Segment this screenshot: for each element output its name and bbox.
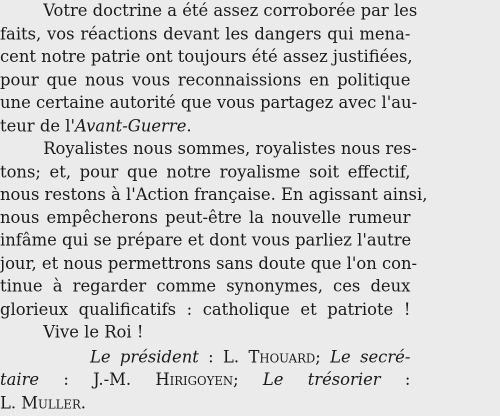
text-line: Votre doctrine a été assez corroborée par les xyxy=(43,1,418,21)
text-line xyxy=(0,115,410,138)
signature-block xyxy=(0,346,410,415)
treasurer-name: L. Muller xyxy=(0,393,81,413)
text-line: tinue à regarder comme synonymes, ces deux xyxy=(0,277,411,297)
signature-line-2: taire : J.-M. Hirigoyen; Le trésorier : xyxy=(0,370,411,390)
text-line: une certaine autorité que vous partagez avec l'au- xyxy=(0,93,418,113)
treasurer-label: Le trésorier xyxy=(262,370,381,390)
paragraph-1 xyxy=(0,0,418,138)
paragraph-2 xyxy=(0,138,428,322)
text-fragment: . xyxy=(186,116,192,136)
signature-line-1: Le président : L. Thouard; Le secré- xyxy=(90,347,411,367)
president-label: Le président xyxy=(90,347,199,367)
newspaper-title: Avant-Guerre xyxy=(74,116,187,136)
text-line: nous empêcherons peut-être la nouvelle rumeur xyxy=(0,208,411,228)
secretary-label-part1: Le secré- xyxy=(330,347,411,367)
text-line: Vive le Roi ! xyxy=(43,323,144,342)
signature-line-3: L. Muller. xyxy=(0,393,87,413)
text-line: cent notre patrie ont toujours été assez justifiées, xyxy=(0,47,413,67)
text-line: infâme qui se prépare et dont vous parliez l'autre xyxy=(0,231,412,251)
president-name: L. Thouard xyxy=(223,347,316,367)
text-line: nous restons à l'Action française. En agissant ainsi, xyxy=(0,185,428,205)
text-line: glorieux qualificatifs : catholique et patriote ! xyxy=(0,300,411,320)
text-line: faits, vos réactions devant les dangers qui mena- xyxy=(0,24,411,44)
secretary-name: J.-M. Hirigoyen xyxy=(93,370,234,390)
secretary-label-part2: taire xyxy=(0,370,40,390)
text-line: Royalistes nous sommes, royalistes nous res- xyxy=(43,139,417,159)
text-fragment: teur de l' xyxy=(0,116,75,136)
text-line: tons; et, pour que notre royalisme soit effectif, xyxy=(0,162,411,182)
text-line: jour, et nous permettrons sans doute que l'on con- xyxy=(0,254,418,274)
closing-line xyxy=(0,321,410,344)
text-line: pour que nous vous reconnaissions en politique xyxy=(0,70,411,90)
